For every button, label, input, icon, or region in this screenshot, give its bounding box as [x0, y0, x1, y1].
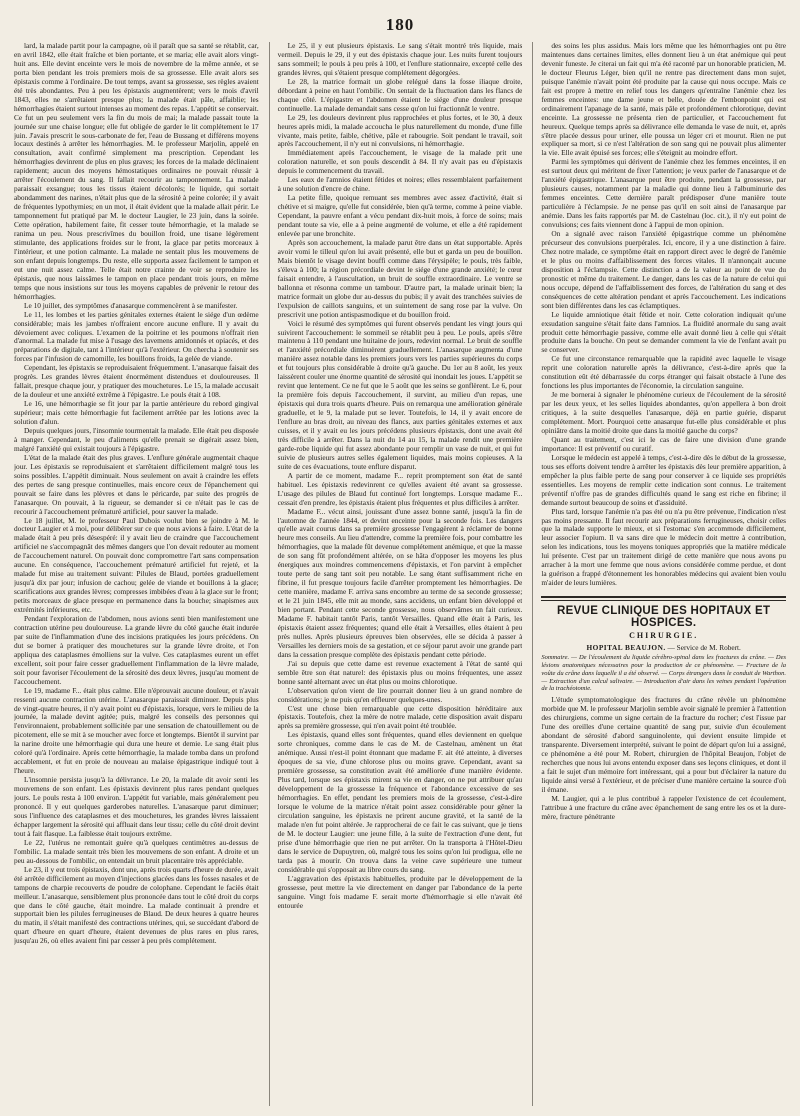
hospital-service: — Service de M. Robert. [665, 643, 741, 653]
column-left [14, 42, 259, 1106]
paragraph: Le liquide amniotique était fétide et noir. Cette coloration indiquait qu'une exsudation sanguine s'était faite dans l'amnios. La fluidité anormale du sang avait produit cette hémorrhagie passive, comme elle avait donné lieu à celle qui s'était produite dans la bouche. On peut se demander comment la vie de l'enfant avait pu se conserver. [541, 309, 787, 355]
paragraph: L'état de la malade était des plus graves. L'enflure générale augmentait chaque jour. Les épistaxis se reproduisaient et s'arrêtaient difficilement malgré tous les soins possibles. L'appétit diminuait. Nous seulement on avait à craindre les effets des pertes de sang presque continuelles, mais encore ceux de l'épanchement qui pouvait se faire dans les plèvres et dans le péricarde, par suite des progrès de l'anasarque. On pouvait, à la rigueur, se demander si ce n'était pas le cas de recourir à l'accouchement prématuré artificiel, pour sauver la malade. [14, 452, 259, 516]
paragraph: C'est une chose bien remarquable que cette disposition héréditaire aux épistaxis. Toutefois, chez la mère de notre malade, cette disposition avait disparu après sa première grossesse, qui n'en avait point été troublée. [277, 703, 523, 731]
paragraph: Le 23, il y eut trois épistaxis, dont une, après trois quarts d'heure de durée, avait été arrêtée difficilement au moyen d'injections glacées dans les fosses nasales et de tampons de charpie recouverts de poudre de colophane. Cependant le faciès était meilleur. L'anasarque, sensiblement plus prononcée dans tout le côté droit du corps que dans le côté gauche, était moindre. La malade continuait à prendre et supportait bien les pilules ferrugineuses de Blaud. De deux heures à quatre heures du matin, il s'était manifesté des contractions utérines, qui, se succédant d'abord de quart d'heure en quart d'heure, étaient devenues de plus rares en plus rares, jusqu'au 26, où elles avaient fini par cesser à peu près complétement. [14, 864, 259, 946]
section-rule-bottom [541, 600, 786, 601]
paragraph: A partir de ce moment, madame F... reprit promptement son état de santé habituel. Les épistaxis redevinrent ce qu'elles avaient été avant sa grossesse. L'usage des pilules de Blaud fut continué fort longtemps. Lorsque madame F... cessait d'en prendre, les épistaxis étaient plus fréquentes et plus difficiles à arrêter. [277, 470, 523, 507]
paragraph: Voici le résumé des symptômes qui furent observés pendant les vingt jours qui suivirent l'accouchement: le sommeil se rétablit peu à peu. Le pouls, après s'être maintenu à 110 pendant une huitaine de jours, redevint normal. Le bruit de souffle et l'anxiété précordiale diminuèrent graduellement. L'anasarque augmenta d'une manière assez notable dans les premiers jours vers les parties supérieures du corps et fut toujours plus considérable à droite qu'à gauche. Du 1er au 8 août, les yeux laissèrent couler une énorme quantité de sérosité qui inondait les joues. L'appétit se revint que lentement. Ce ne fut que le 5 août que les seins se gonflèrent. Le 6, pour la première fois depuis l'accouchement, il survint, au milieu d'un repas, une épistaxis qui dura trois quarts d'heure. Puis on remarqua une amélioration générale graduelle, et le 9, la malade put se lever. Toutefois, le 14, il y avait encore de l'enflure au bras droit, au niveau des flancs, aux parties génitales externes et aux cuisses, et il y avait eu les jours précédens plusieurs épistaxis, dont une avait été très difficile à arrêter. Dans la nuit du 14 au 15, la malade rendit une première garde-robe liquide qui fut assez abondante pour remplir un vase de nuit, et qui fut suivie de plusieurs autres selles également liquides, mais moins copieuses. A la suite de ces évacuations, toute enflure disparut. [277, 318, 523, 471]
hospital-name: HOPITAL BEAUJON. [586, 643, 666, 653]
paragraph: Le 10 juillet, des symptômes d'anasarque commencèrent à se manifester. [24, 300, 238, 310]
paragraph: Le 19, madame F... était plus calme. Elle n'éprouvait aucune douleur, et n'avait ressenti aucune contraction utérine. L'anasarque paraissait diminuer. Depuis plus de vingt-quatre heures, il n'y avait point eu d'épistaxis, lorsque, vers le milieu de la journée, la malade devint agitée; puis, malgré les conseils des personnes qui l'environnaient, probablement sollicitée par une sensation de chatouillement ou de picotement, elle se mit à se moucher avec force et longtemps. Bientôt il survint par la narine droite une hémorrhagie qui dura une heure et demie. Le sang était plus coloré qu'à l'ordinaire. Après cette hémorrhagie, la malade tomba dans un profond accablement, et fut en proie de nouveau au malaise épigastrique indiqué tout à l'heure. [14, 685, 259, 776]
column-right [532, 42, 786, 1106]
paragraph: Lorsque le médecin est appelé à temps, c'est-à-dire dès le début de la grossesse, tous ses efforts doivent tendre à arrêter les épistaxis dès leur première apparition, à empêcher la plus faible perte de sang pour conserver à ce liquide ses propriétés essentielles. Les moyens de remplir cette indication sont connus. Le traitement préventif n'offre pas de grandes difficultés quand le sang est riche en fibrine; il demande surtout beaucoup de soins et d'assiduité. [541, 452, 787, 507]
paragraph: Le 18 juillet, M. le professeur Paul Dubois voulut bien se joindre à M. le docteur Laugier et à moi, pour délibérer sur ce que nous avions à faire. L'état de la malade était à peu près désespéré: il y avait lieu de craindre que l'accouchement artificiel ne s'accompagnât des mêmes dangers que l'on devait redouter au moment de l'accouchement naturel. On pouvait donc compromettre l'art sans compensation aucune. En conséquence, l'accouchement prématuré artificiel fut rejeté, et la malade fut mise au traitement suivant: Pilules de Blaud, portées graduellement jusqu'à dix par jour; infusion de cachou; gelée de viande et bouillons à la glace; scarifications aux grandes lèvres; compresses imbibées d'eau à la glace sur le front; petits morceaux de glace presque en permanence dans la bouche; sinapismes aux extrémités inférieures, etc. [14, 515, 259, 615]
paragraph: Les eaux de l'amnios étaient fétides et noires; elles ressemblaient parfaitement à une solution d'encre de chine. [277, 175, 523, 194]
paragraph: Le 29, les douleurs devinrent plus rapprochées et plus fortes, et le 30, à deux heures après midi, la malade accoucha le plus naturellement du monde, d'une fille vivante, mais petite, faible, chétive, pâle et rabougrie. Soit pendant le travail, soit après l'accouchement, il n'y eut ni convulsions, ni hémorrhagie. [277, 112, 523, 149]
paragraph: Je me bornerai à signaler le phénomène curieux de l'écoulement de la sérosité par les deux yeux, et les selles liquides abondantes, qu'on appellera à bon droit critiques, à la suite desquelles l'anasarque, déjà en partie guérie, disparut complétement. Mort. Pourquoi cette anasarque fut-elle plus considérable et plus opiniâtre dans la moitié droite que dans la moitié gauche du corps? [541, 390, 787, 435]
paragraph: Parmi les symptômes qui dérivent de l'anémie chez les femmes enceintes, il en est surtout deux qui méritent de fixer l'attention; je veux parler de l'anasarque et de l'anxiété épigastrique. L'anasarque peut être produite, pendant la grossesse, par plusieurs causes, notamment par la maladie qui donne lieu à l'albuminurie des femmes enceintes. Cette dernière paraît prédisposer d'une manière toute particulière à l'éclampsie. Je ne pense pas qu'il en soit ainsi de l'anasarque par anémie. Dans les faits rapportés par M. de Castelnau (loc. cit.), il n'y eut point de convulsions; ces faits viennent donc à l'appui de mon opinion. [541, 157, 787, 230]
section-subtitle: CHIRURGIE. [629, 631, 699, 641]
paragraph: Les épistaxis, quand elles sont fréquentes, quand elles deviennent en quelque sorte chroniques, comme dans le cas de M. de Castelnau, amènent un état anémique. Aussi n'est-il point étonnant que madame F. ait été atteinte, à diverses époques de sa vie, d'une chlorose plus ou moins grave. Cependant, avant sa première grossesse, sa constitution avait été améliorée d'une manière évidente. Plus tard, lorsque ses épistaxis mirent sa vie en danger, on ne put attribuer qu'au développement de la grossesse la fréquence et l'abondance excessive de ses hémorrhagies. En effet, pendant les premiers mois de la grossesse, c'est-à-dire lorsque le volume de la matrice n'était point assez considérable pour gêner la circulation sanguine, les épistaxis ne prirent aucune gravité, et la santé de la malade n'en fut point altérée. Je rapprocherai de ce fait le cas suivant, que je tiens de M. le docteur Laugier: une jeune fille, à la suite de l'extraction d'une dent, fut prise d'une hémorrhagie que rien ne put arrêter. On la transporta à l'Hôtel-Dieu dans le service de Dupuytren, où, malgré tous les soins qu'on lui prodigua, elle ne tarda pas à mourir. On trouva dans la veine cave supérieure une tumeur considérable qui s'opposait au libre cours du sang. [277, 730, 523, 874]
paragraph: lard, la malade partit pour la campagne, où il paraît que sa santé se rétablit, car, en avril 1842, elle était fraîche et bien portante, et se maria; elle avait alors vingt-huit ans. Elle devint enceinte vers le mois de novembre de la même année, et se porta bien pendant les trois premiers mois de sa grossesse. Elle avait alors ses épistaxis comme à l'ordinaire. De tout temps, avant sa grossesse, ses règles avaient été très abondantes. Peu à peu les épistaxis augmentèrent; vers le mois d'avril 1843, elles ne s'arrêtaient presque plus; la malade était pâle, affaiblie; les hémorrhagies étaient surtout intenses au moment des repas. L'appétit se conservait. Ce fut un peu seulement vers la fin du mois de mai; la malade passait toute la journée sur une chaise longue; elle fut obligée de garder le lit complétement le 17 juin. J'avais prescrit le sous-carbonate de fer, l'eau de Bussang et différens moyens locaux destinés à arrêter les hémorrhagies. M. le professeur Marjolin, appelé en consultation, avait confirmé simplement ma prescription. Cependant les hémorrhagies devinrent de plus en plus graves; les forces de la malade déclinaient rapidement; aucun des moyens hémostatiques ordinaires ne pouvait réussir à arrêter l'écoulement du sang. Il fallait recourir au tamponnement. La malade paraissait exsangue; tous les tissus étaient décolorés; le liquide, qui sortait abondamment des narines, n'était plus que de la sérosité à peine colorée; il y avait de fréquentes lypothymies; en un mot, il était évident que la malade allait périr. Le tamponnement fut pratiqué par M. le docteur Laugier, le 23 juin, dans la soirée. Cette opération, habilement faite, fit cesser toute hémorrhagie, et la malade se ranima un peu. Nous prescrivîmes du bouillon froid, une tisane légèrement stimulante, des applications froides sur le front, la glace par petits morceaux à l'intérieur, et une potion calmante. La malade ne sentait plus les mouvemens de son enfant depuis longtemps. Du reste, elle supporta assez facilement le tampon et eut une nuit assez calme. Telle était notre crainte de voir se reproduire les épistaxis, que nous laissâmes le tampon en place pendant trois jours, en même temps que nous insistions sur tous les moyens capables de prévenir le retour des hémorrhagies. [14, 42, 259, 301]
text-columns [14, 42, 786, 1106]
paragraph: L'insomnie persista jusqu'à la délivrance. Le 20, la malade dit avoir senti les mouvemens de son enfant. Les épistaxis devinrent plus rares pendant quelques jours. Le pouls resta à 100 environ. L'appétit fut variable, mais généralement peu prononcé. Il y eut quelques garderobes naturelles. L'anasarque parut diminuer; sous l'influence des cataplasmes et des mouchetures, les grandes lèvres laissaient échapper largement la sérosité qui affluait dans leur tissu; celle du côté droit devint tout à fait flasque. La faiblesse était toujours extrême. [14, 775, 259, 838]
paragraph: Quant au traitement, c'est ici le cas de faire une division d'une grande importance: Il est préventif ou curatif. [541, 434, 787, 453]
page-number: 180 [385, 15, 415, 34]
paragraph: La petite fille, quoique remuant ses membres avec assez d'activité, était si chétive et si maigre, qu'elle fut considérée, bien qu'à terme, comme à peine viable. Cependant, la pauvre enfant a vécu pendant dix-huit mois, à force de soins; mais pendant toute sa vie, elle a à peine augmenté de volume, et elle a été rapidement enlevée par une bronchite. [277, 193, 523, 239]
paragraph: Immédiatement après l'accouchement, le visage de la malade prit une coloration naturelle, et son pouls descendit à 84. Il n'y avait pas eu d'épistaxis depuis le commencement du travail. [277, 148, 523, 176]
column-middle [269, 42, 523, 1106]
paragraph: Plus tard, lorsque l'anémie n'a pas été ou n'a pu être prévenue, l'indication n'est pas moins pressante. Il faut recourir aux préparations ferrugineuses, choisir celles que la malade supporte le mieux, et si l'estomac s'en accommode difficilement, leur associer l'opium. Il va sans dire que le médecin doit mettre à contribution, selon les indications, tous les moyens toniques appropriés que la matière médicale lui présente. C'est par un traitement dirigé de cette manière que nous avons pu arracher à la mort une femme que nous avions considérée comme perdue, et dont la guérison a frappé d'étonnement les honorables médecins qui avaient bien voulu m'aider de leurs lumières. [541, 506, 787, 588]
hospital-heading [541, 643, 786, 652]
paragraph: Depuis quelques jours, l'insomnie tourmentait la malade. Elle était peu disposée à manger. Cependant, le peu d'aliments qu'elle prenait se digérait assez bien, malgré l'anxiété qui existait toujours à l'épigastre. [14, 425, 259, 453]
section-title: REVUE CLINIQUE DES HOPITAUX ET HOSPICES. [557, 605, 771, 630]
paragraph: Le 28, la matrice formait un globe relégué dans la fosse iliaque droite, débordant à peine en haut l'ombilic. On sentait de la fluctuation dans les flancs de chaque côté. L'épigastre et l'abdomen étaient le siége d'une douleur presque continuelle. La malade demandait sans cesse qu'on lui fractionnât le ventre. [277, 76, 523, 113]
section-summary: Sommaire. — De l'écoulement du liquide cérébro-spinal dans les fractures du crâne. — Des lésions anatomiques nécessaires pour la production de ce phénomène. — Fracture de la voûte du crâne dans laquelle il a été observé. — Corps étrangers dans le conduit de Warthon. — Extraction d'un calcul salivaire. — Introduction d'air dans les veines pendant l'opération de la trachéotomie. [541, 654, 787, 693]
paragraph: Le 11, les lombes et les parties génitales externes étaient le siége d'un œdème considérable; mais les jambes n'offraient encore aucune enflure. Il y avait du dévoiement avec coliques. L'examen de la poitrine et les poumons n'offrait rien d'anormal. La malade fut mise à l'usage des lavemens amidonnés et opiacés, et des préparations de digitale, tant à l'intérieur qu'à l'extérieur. On chercha à soutenir ses forces par l'infusion de camomille, les bouillons froids, la gelée de viande. [14, 309, 259, 364]
paragraph: Pendant l'exploration de l'abdomen, nous avions senti bien manifestement une contraction utérine peu douloureuse. La grande lèvre du côté gauche était indurée par suite de l'inflammation d'une des incisions pratiquées les jours précédens. On dut se borner à pratiquer des mouchetures sur la grande lèvre droite, et l'on appliqua des cataplasmes émolliens sur la vulve. Ces cataplasmes eurent un effet excellent, soit pour faire cesser graduellement l'inflammation de la lèvre malade, soit pour favoriser l'écoulement de la sérosité des deux lèvres, jusqu'au moment de l'accouchement. [14, 614, 259, 686]
paragraph: M. Laugier, qui a le plus contribué à rappeler l'existence de cet écoulement, l'attribue à une fracture du crâne avec épanchement de sang entre les os et la dure-mère, fracture pénétrante [541, 793, 787, 821]
paragraph: J'ai su depuis que cette dame est revenue exactement à l'état de santé qui semble être son état naturel: des épistaxis plus ou moins fréquentes, une assez bonne santé alternant avec un état plus ou moins chlorotique. [277, 658, 523, 686]
paragraph: L'étude symptomatologique des fractures du crâne révèle un phénomène morbide que M. le professeur Marjolin semble avoir signalé le premier à l'attention des chirurgiens, comme un signe certain de la fracture du rocher; c'est l'issue par l'une des oreilles d'une certaine quantité de sang pur, suivie d'un écoulement abondant de sérosité d'abord sanguinolente, qui devient ensuite limpide et transparente. Diversement interprété, suivant le point de départ qu'on lui a assigné, ce phénomène a été pour M. Robert, chirurgien de l'hôpital Beaujon, l'objet de recherches que nous lui avons entendu exposer dans ses leçons cliniques, et dont il a fait le sujet d'un mémoire fort intéressant, qui a pour but d'éclairer la nature du liquide ainsi versé à l'extérieur, et de préciser d'une manière certaine la source d'où il émane. [541, 695, 787, 794]
section-rule-top [541, 596, 786, 598]
paragraph: des soins les plus assidus. Mais lors même que les hémorrhagies ont pu être maintenues dans certaines limites, elles donnent lieu à un état anémique qui peut devenir funeste. Je citerai un fait qui m'a été raconté par un honorable praticien, M. le docteur Fleurus Léger, bien qu'il ne rentre pas directement dans mon sujet, puisque l'anémie n'avait point été produite par la cause qui nous occupe. Mais ce fait est propre à mettre en relief tous les dangers qu'entraîne l'anémie chez les femmes enceintes: une dame jeune et belle, douée de l'embonpoint qui est ordinairement l'apanage de la santé, mais pâle et profondément chlorotique, devint enceinte. La grossesse ne présenta rien de particulier, et l'accouchement fut heureux. Quelque temps après sa délivrance elle demanda le vase de nuit, et, après s'être placée dessus pour uriner, elle poussa un léger cri et mourut. Rien ne put expliquer sa mort, si ce n'est l'altération de son sang qui ne pouvait plus alimenter la vie. Elle avait épuisé ses forces; elle s'éteignit au moindre effort. [541, 42, 787, 158]
paragraph: L'aggravation des épistaxis habituelles, produite par le développement de la grossesse, peut mettre la vie directement en danger par l'abondance de la perte sanguine. Vingt fois madame F. serait morte d'hémorrhagie si elle n'avait été entourée [277, 873, 523, 910]
paragraph: Cependant, les épistaxis se reproduisaient fréquemment. L'anasarque faisait des progrès. Les grandes lèvres étaient énormément distendues et douloureuses. Il fallait, presque chaque jour, y pratiquer des mouchetures. Le 15, la malade accusait de la douleur et une anxiété extrême à l'épigastre. Le pouls était à 108. [14, 363, 259, 400]
paragraph: Madame F... vécut ainsi, jouissant d'une assez bonne santé, jusqu'à la fin de l'automne de l'année 1844, et devint enceinte pour la seconde fois. Les dangers qu'elle avait courus dans sa première grossesse l'engagèrent à réclamer de bonne heure mes conseils. Au lieu d'attendre, comme la première fois, pour combattre les hémorrhagies, que la malade fût devenue complétement anémique, et que la masse de son sang fût profondément altérée, on se hâta d'opposer les moyens les plus énergiques aux moindres commencemens d'épistaxis, et l'on parvint à empêcher toute perte de sang tant soit peu notable. Le sang étant suffisamment riche en fibrine, il fut presque toujours facile d'arrêter promptement les hémorrhagies. De cette manière, madame F. arriva sans encombre au terme de sa seconde grossesse; et le 21 juin 1845, elle mit au monde, sans accidens, un enfant bien développé et bien portant. Pendant cette seconde grossesse, nous observâmes un fait curieux. Madame F. habitait tantôt Paris, tantôt Versailles. Quand elle était à Paris, les épistaxis étaient assez fréquentes; quand elle était à Versailles, elles étaient à peu près nulles. Après plusieurs épreuves bien observées, elle se décida à passer à Versailles les derniers mois de sa gestation, et ce séjour parut avoir une grande part dans la cessation presque complète des épistaxis pendant cette période. [277, 506, 523, 659]
paragraph: Le 22, l'utérus ne remontait guère qu'à quelques centimètres au-dessus de l'ombilic. La malade sentait très bien les mouvemens de son enfant. A droite et un peu au-dessous de l'ombilic, on entendait un bruit placentaire très appréciable. [14, 837, 259, 865]
paragraph: Le 16, une hémorrhagie se fit jour par la partie antérieure du rebord gingival supérieur; mais cette hémorrhagie fut facilement arrêtée par les lotions avec la solution d'alun. [14, 399, 259, 427]
paragraph: Ce fut une circonstance remarquable que la rapidité avec laquelle le visage reprit une coloration naturelle après la délivrance, c'est-à-dire après que la constitution eût été débarrassée du corps étranger qui faisait obstacle à l'une des fonctions les plus importantes de l'économie, la circulation sanguine. [541, 354, 787, 391]
paragraph: Le 25, il y eut plusieurs épistaxis. Le sang s'était montré très liquide, mais vermeil. Depuis le 29, il y eut des épistaxis chaque jour. Les nuits furent toujours sans sommeil; le pouls à peu près à 100, et l'enflure stationnaire, excepté celle des grandes lèvres, qui s'étaient presque complétement dégorgées. [277, 42, 523, 77]
paragraph: Après son accouchement, la malade parut être dans un état supportable. Après avoir vomi le tilleul qu'on lui avait présenté, elle but et garda un peu de bouillon. Mais bientôt le visage devint bouffi comme dans l'érysipèle; le pouls, très faible, s'éleva à 100; la région précordiale devint le siége d'une grande anxiété; le cœur faisait entendre, à l'auscultation, un bruit de souffle extraordinaire. Le ventre se ballonna et résonna comme un tambour. D'autre part, la malade urinait bien; la matrice formait un globe dur au-dessus du pubis; il y avait des tranchées suivies de l'expulsion de caillots sanguins, et un suintement de sang rose par la vulve. On prescrivit une potion antispasmodique et du bouillon froid. [277, 237, 523, 319]
paragraph: L'observation qu'on vient de lire pourrait donner lieu à un grand nombre de considérations; je ne puis qu'en effleurer quelques-unes. [277, 685, 523, 704]
paragraph: On a signalé avec raison l'anxiété épigastrique comme un phénomène précurseur des convulsions puerpérales. Ici, encore, il y a une distinction à faire. Chez notre malade, ce symptôme était en rapport direct avec le degré de l'anémie et le plus ou moins d'affaiblissement des forces vitales. Il n'annonçait aucune disposition à l'éclampsie. Cette distinction a de la valeur au point de vue du pronostic et même du traitement. Le danger, dans les cas de la nature de celui qui nous occupe, dépend de l'affaiblissement des forces, de l'altération du sang et des conséquences de cette altération pendant et après l'accouchement. Les indications sont bien différentes dans les cas éclamptiques. [541, 229, 787, 310]
